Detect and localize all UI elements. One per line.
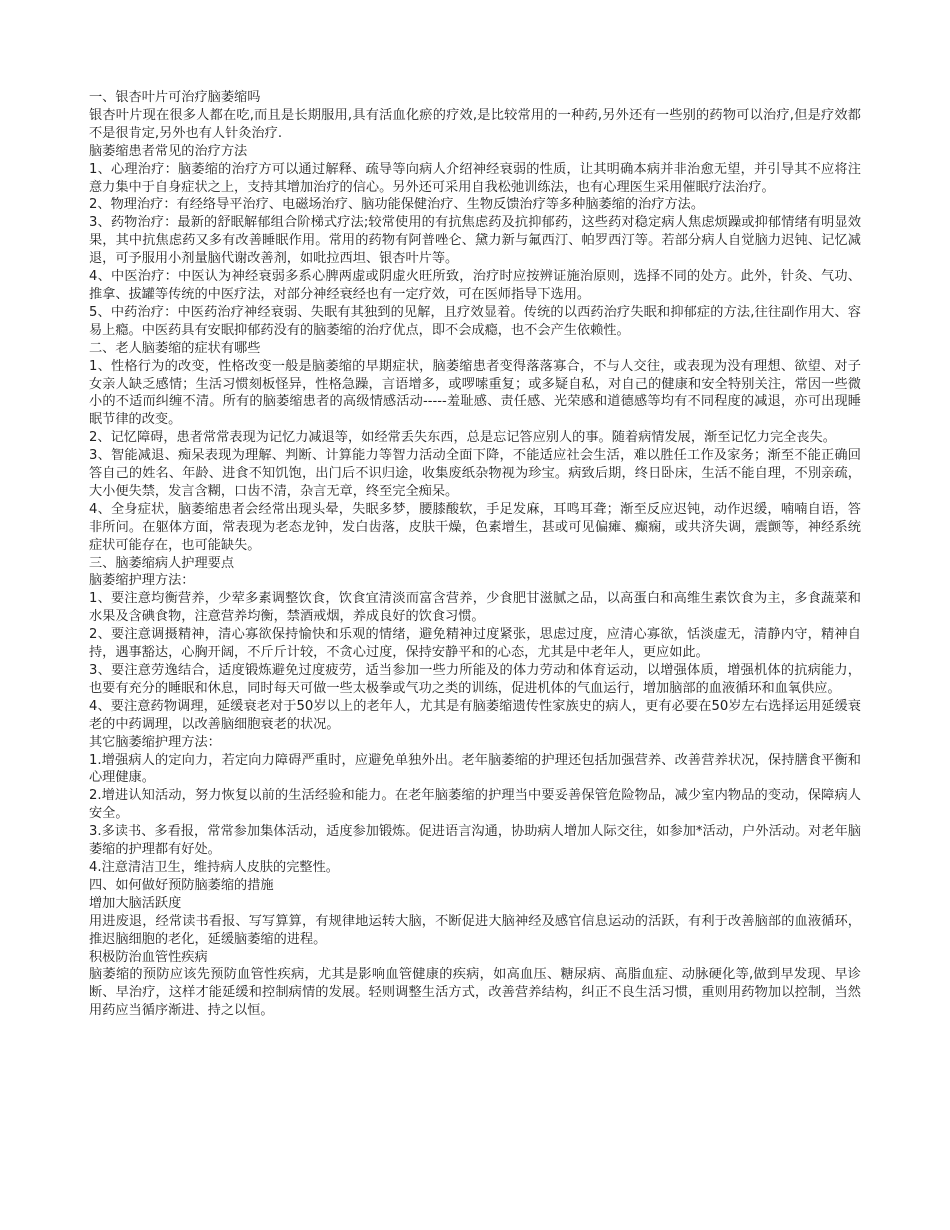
section-heading-1: 一、银杏叶片可治疗脑萎缩吗 (89, 90, 261, 105)
section-heading-3: 三、脑萎缩病人护理要点 (89, 555, 235, 571)
list-item: 2、要注意调摄精神，清心寡欲保持愉快和乐观的情绪，避免精神过度紧张，思虑过度，应清心寡欲，恬淡虚无，清静内守，精神自持，遇事豁达，心胸开阔，不斤斤计较，不贪心过度，保持安静平和的心态，尤其是中老年人，更应如此。 (89, 627, 861, 661)
subheading: 脑萎缩患者常见的治疗方法 (89, 143, 248, 159)
list-item: 2、物理治疗：有经络导平治疗、电磁场治疗、脑功能保健治疗、生物反馈治疗等多种脑萎缩的治疗方法。 (89, 197, 705, 213)
list-item: 3.多读书、多看报，常常参加集体活动，适度参加锻炼。促进语言沟通，协助病人增加人际交往，如参加*活动，户外活动。对老年脑萎缩的护理都有好处。 (89, 824, 861, 858)
list-item: 4、全身症状，脑萎缩患者会经常出现头晕，失眠多梦，腰膝酸软，手足发麻，耳鸣耳聋；渐至反应迟钝，动作迟缓，喃喃自语，答非所问。在躯体方面，常表现为老态龙钟，发白齿落，皮肤干燥，色素增生，甚或可见偏瘫、癫痫，或共济失调，震颤等，神经系统症状可能存在，也可能缺失。 (89, 501, 861, 553)
subheading: 积极防治血管性疾病 (89, 949, 208, 965)
list-item: 4、要注意药物调理，延缓衰老对于50岁以上的老年人，尤其是有脑萎缩遗传性家族史的病人，更有必要在50岁左右选择运用延缓衰老的中药调理，以改善脑细胞衰老的状况。 (89, 698, 861, 732)
list-item: 3、药物治疗：最新的舒眠解郁组合阶梯式疗法;较常使用的有抗焦虑药及抗抑郁药，这些药对稳定病人焦虑烦躁或抑郁情绪有明显效果，其中抗焦虑药又多有改善睡眠作用。常用的药物有阿普唑仑、黛力新与氟西汀、帕罗西汀等。若部分病人自觉脑力迟钝、记忆减退，可予服用小剂量脑代谢改善剂，如吡拉西坦、银杏叶片等。 (89, 215, 861, 267)
list-item: 2.增进认知活动，努力恢复以前的生活经验和能力。在老年脑萎缩的护理当中要妥善保管危险物品，减少室内物品的变动，保障病人安全。 (89, 788, 861, 822)
paragraph: 脑萎缩的预防应该先预防血管性疾病，尤其是影响血管健康的疾病，如高血压、糖尿病、高脂血症、动脉硬化等,做到早发现、早诊断、早治疗，这样才能延缓和控制病情的发展。轻则调整生活方式，改善营养结构，纠正不良生活习惯，重则用药物加以控制，当然用药应当循序渐进、持之以恒。 (89, 967, 861, 1019)
paragraph: 银杏叶片现在很多人都在吃,而且是长期服用,具有活血化瘀的疗效,是比较常用的一种药,另外还有一些别的药物可以治疗,但是疗效都不是很肯定,另外也有人针灸治疗. (89, 107, 861, 141)
list-item: 4.注意清洁卫生，维持病人皮肤的完整性。 (89, 859, 339, 875)
subheading: 增加大脑活跃度 (89, 895, 182, 911)
list-item: 1.增强病人的定向力，若定向力障碍严重时，应避免单独外出。老年脑萎缩的护理还包括加强营养、改善营养状况，保持膳食平衡和心理健康。 (89, 752, 861, 786)
list-item: 5、中药治疗：中医药治疗神经衰弱、失眠有其独到的见解，且疗效显着。传统的以西药治疗失眠和抑郁症的方法,往往副作用大、容易上瘾。中医药具有安眠抑郁药没有的脑萎缩的治疗优点，即不会成瘾，也不会产生依赖性。 (89, 304, 861, 338)
subheading: 脑萎缩护理方法： (89, 573, 195, 589)
paragraph: 用进废退，经常读书看报、写写算算，有规律地运转大脑，不断促进大脑神经及感官信息运动的活跃，有利于改善脑部的血液循环，推迟脑细胞的老化，延缓脑萎缩的进程。 (89, 913, 861, 947)
section-heading-4: 四、如何做好预防脑萎缩的措施 (89, 877, 274, 893)
document-body (89, 89, 861, 1020)
list-item: 4、中医治疗：中医认为神经衰弱多系心脾两虚或阴虚火旺所致，治疗时应按辨证施治原则，选择不同的处方。此外，针灸、气功、推拿、拔罐等传统的中医疗法，对部分神经衰经也有一定疗效，可在医师指导下选用。 (89, 269, 861, 302)
section-heading-2: 二、老人脑萎缩的症状有哪些 (89, 340, 261, 356)
list-item: 3、要注意劳逸结合，适度锻炼避免过度疲劳，适当参加一些力所能及的体力劳动和体育运动，以增强体质，增强机体的抗病能力，也要有充分的睡眠和休息，同时每天可做一些太极拳或气功之类的训练，促进机体的气血运行，增加脑部的血液循环和血氧供应。 (89, 663, 861, 696)
list-item: 1、心理治疗：脑萎缩的治疗方可以通过解释、疏导等向病人介绍神经衰弱的性质，让其明确本病并非治愈无望，并引导其不应将注意力集中于自身症状之上，支持其增加治疗的信心。另外还可采用自我松弛训练法，也有心理医生采用催眠疗法治疗。 (89, 161, 861, 195)
subheading: 其它脑萎缩护理方法： (89, 734, 221, 750)
list-item: 3、智能减退、痴呆表现为理解、判断、计算能力等智力活动全面下降，不能适应社会生活，难以胜任工作及家务；渐至不能正确回答自己的姓名、年龄、进食不知饥饱，出门后不识归途，收集废纸杂物视为珍宝。病致后期，终日卧床，生活不能自理，不別亲疏，大小便失禁，发言含糊，口齿不清，杂言无章，终至完全痴呆。 (89, 448, 861, 499)
list-item: 1、要注意均衡营养，少荤多素调整饮食，饮食宜清淡而富含营养，少食肥甘滋腻之品，以高蛋白和高维生素饮食为主，多食蔬菜和水果及含碘食物，注意营养均衡，禁酒戒烟，养成良好的饮食习惯。 (89, 591, 861, 625)
list-item: 2、记忆障碍，患者常常表现为记忆力减退等，如经常丢失东西，总是忘记答应别人的事。随着病情发展，渐至记忆力完全丧失。 (89, 430, 836, 446)
list-item: 1、性格行为的改变，性格改变一般是脑萎缩的早期症状，脑萎缩患者变得落落寡合，不与人交往，或表现为没有理想、欲望、对子女亲人缺乏感情；生活习惯刻板怪异，性格急躁，言语增多，或啰嗦重复；或多疑自私，对自己的健康和安全特别关注，常因一些微小的不适而纠缠不清。所有的脑萎缩患者的高级情感活动-----羞耻感、责任感、光荣感和道德感等均有不同程度的减退，亦可出现睡眠节律的改变。 (89, 358, 861, 428)
